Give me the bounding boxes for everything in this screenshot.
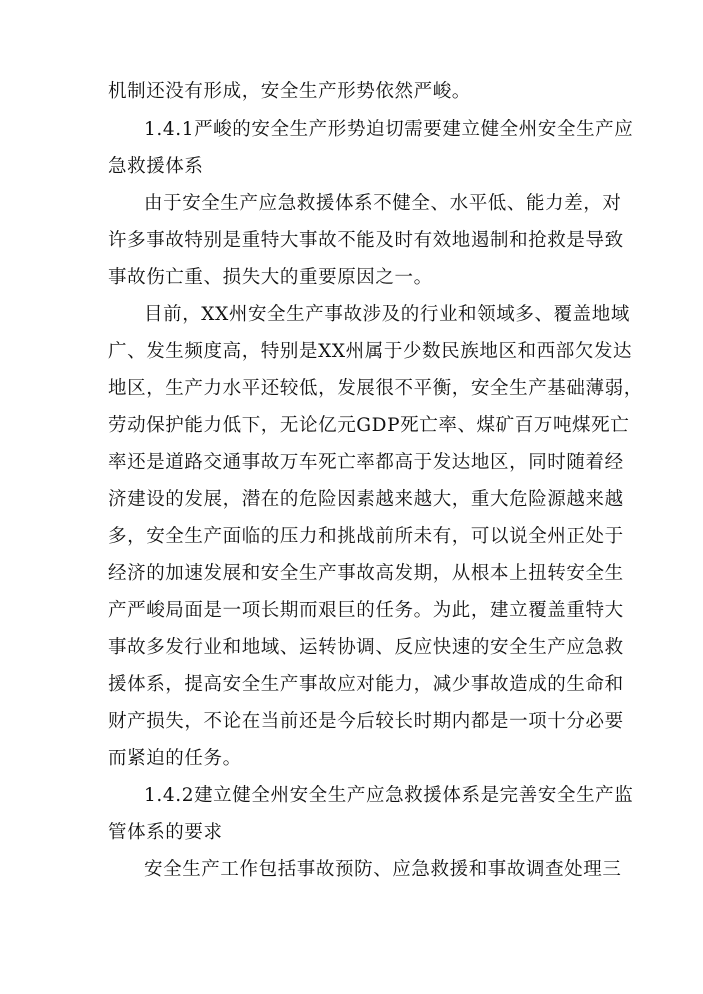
paragraph-2-line-6: 济建设的发展，潜在的危险因素越来越大，重大危险源越来越: [108, 489, 624, 510]
section-heading-1-4-2: 1.4.2建立健全州安全生产应急救援体系是完善安全生产监: [144, 785, 634, 806]
paragraph-2-line-1: 目前，XX州安全生产事故涉及的行业和领域多、覆盖地域: [144, 304, 630, 325]
section-heading-1-4-2-cont: 管体系的要求: [108, 822, 223, 843]
paragraph-1-line-1: 由于安全生产应急救援体系不健全、水平低、能力差，对: [144, 193, 622, 214]
paragraph-1-line-2: 许多事故特别是重特大事故不能及时有效地遏制和抢救是导致: [108, 230, 624, 251]
paragraph-2-line-4: 劳动保护能力低下，无论亿元GDP死亡率、煤矿百万吨煤死亡: [108, 415, 630, 436]
paragraph-2-line-8: 经济的加速发展和安全生产事故高发期，从根本上扭转安全生: [108, 563, 624, 584]
paragraph-2-line-2: 广、发生频度高，特别是XX州属于少数民族地区和西部欠发达: [108, 341, 633, 362]
paragraph-2-line-9: 产严峻局面是一项长期而艰巨的任务。为此，建立覆盖重特大: [108, 600, 624, 621]
paragraph-3-line-1: 安全生产工作包括事故预防、应急救援和事故调查处理三: [144, 859, 622, 880]
paragraph-1-line-3: 事故伤亡重、损失大的重要原因之一。: [108, 267, 433, 288]
section-heading-1-4-1-cont: 急救援体系: [108, 156, 204, 177]
paragraph-2-line-11: 援体系，提高安全生产事故应对能力，减少事故造成的生命和: [108, 674, 624, 695]
section-heading-1-4-1: 1.4.1严峻的安全生产形势迫切需要建立健全州安全生产应: [144, 119, 634, 140]
paragraph-2-line-3: 地区，生产力水平还较低，发展很不平衡，安全生产基础薄弱，: [108, 378, 643, 399]
text-line-1: 机制还没有形成，安全生产形势依然严峻。: [108, 81, 471, 102]
paragraph-2-line-10: 事故多发行业和地域、运转协调、反应快速的安全生产应急救: [108, 637, 624, 658]
paragraph-2-line-7: 多，安全生产面临的压力和挑战前所未有，可以说全州正处于: [108, 526, 624, 547]
paragraph-2-line-12: 财产损失，不论在当前还是今后较长时期内都是一项十分必要: [108, 711, 624, 732]
paragraph-2-line-5: 率还是道路交通事故万车死亡率都高于发达地区，同时随着经: [108, 452, 624, 473]
paragraph-2-line-13: 而紧迫的任务。: [108, 748, 242, 769]
